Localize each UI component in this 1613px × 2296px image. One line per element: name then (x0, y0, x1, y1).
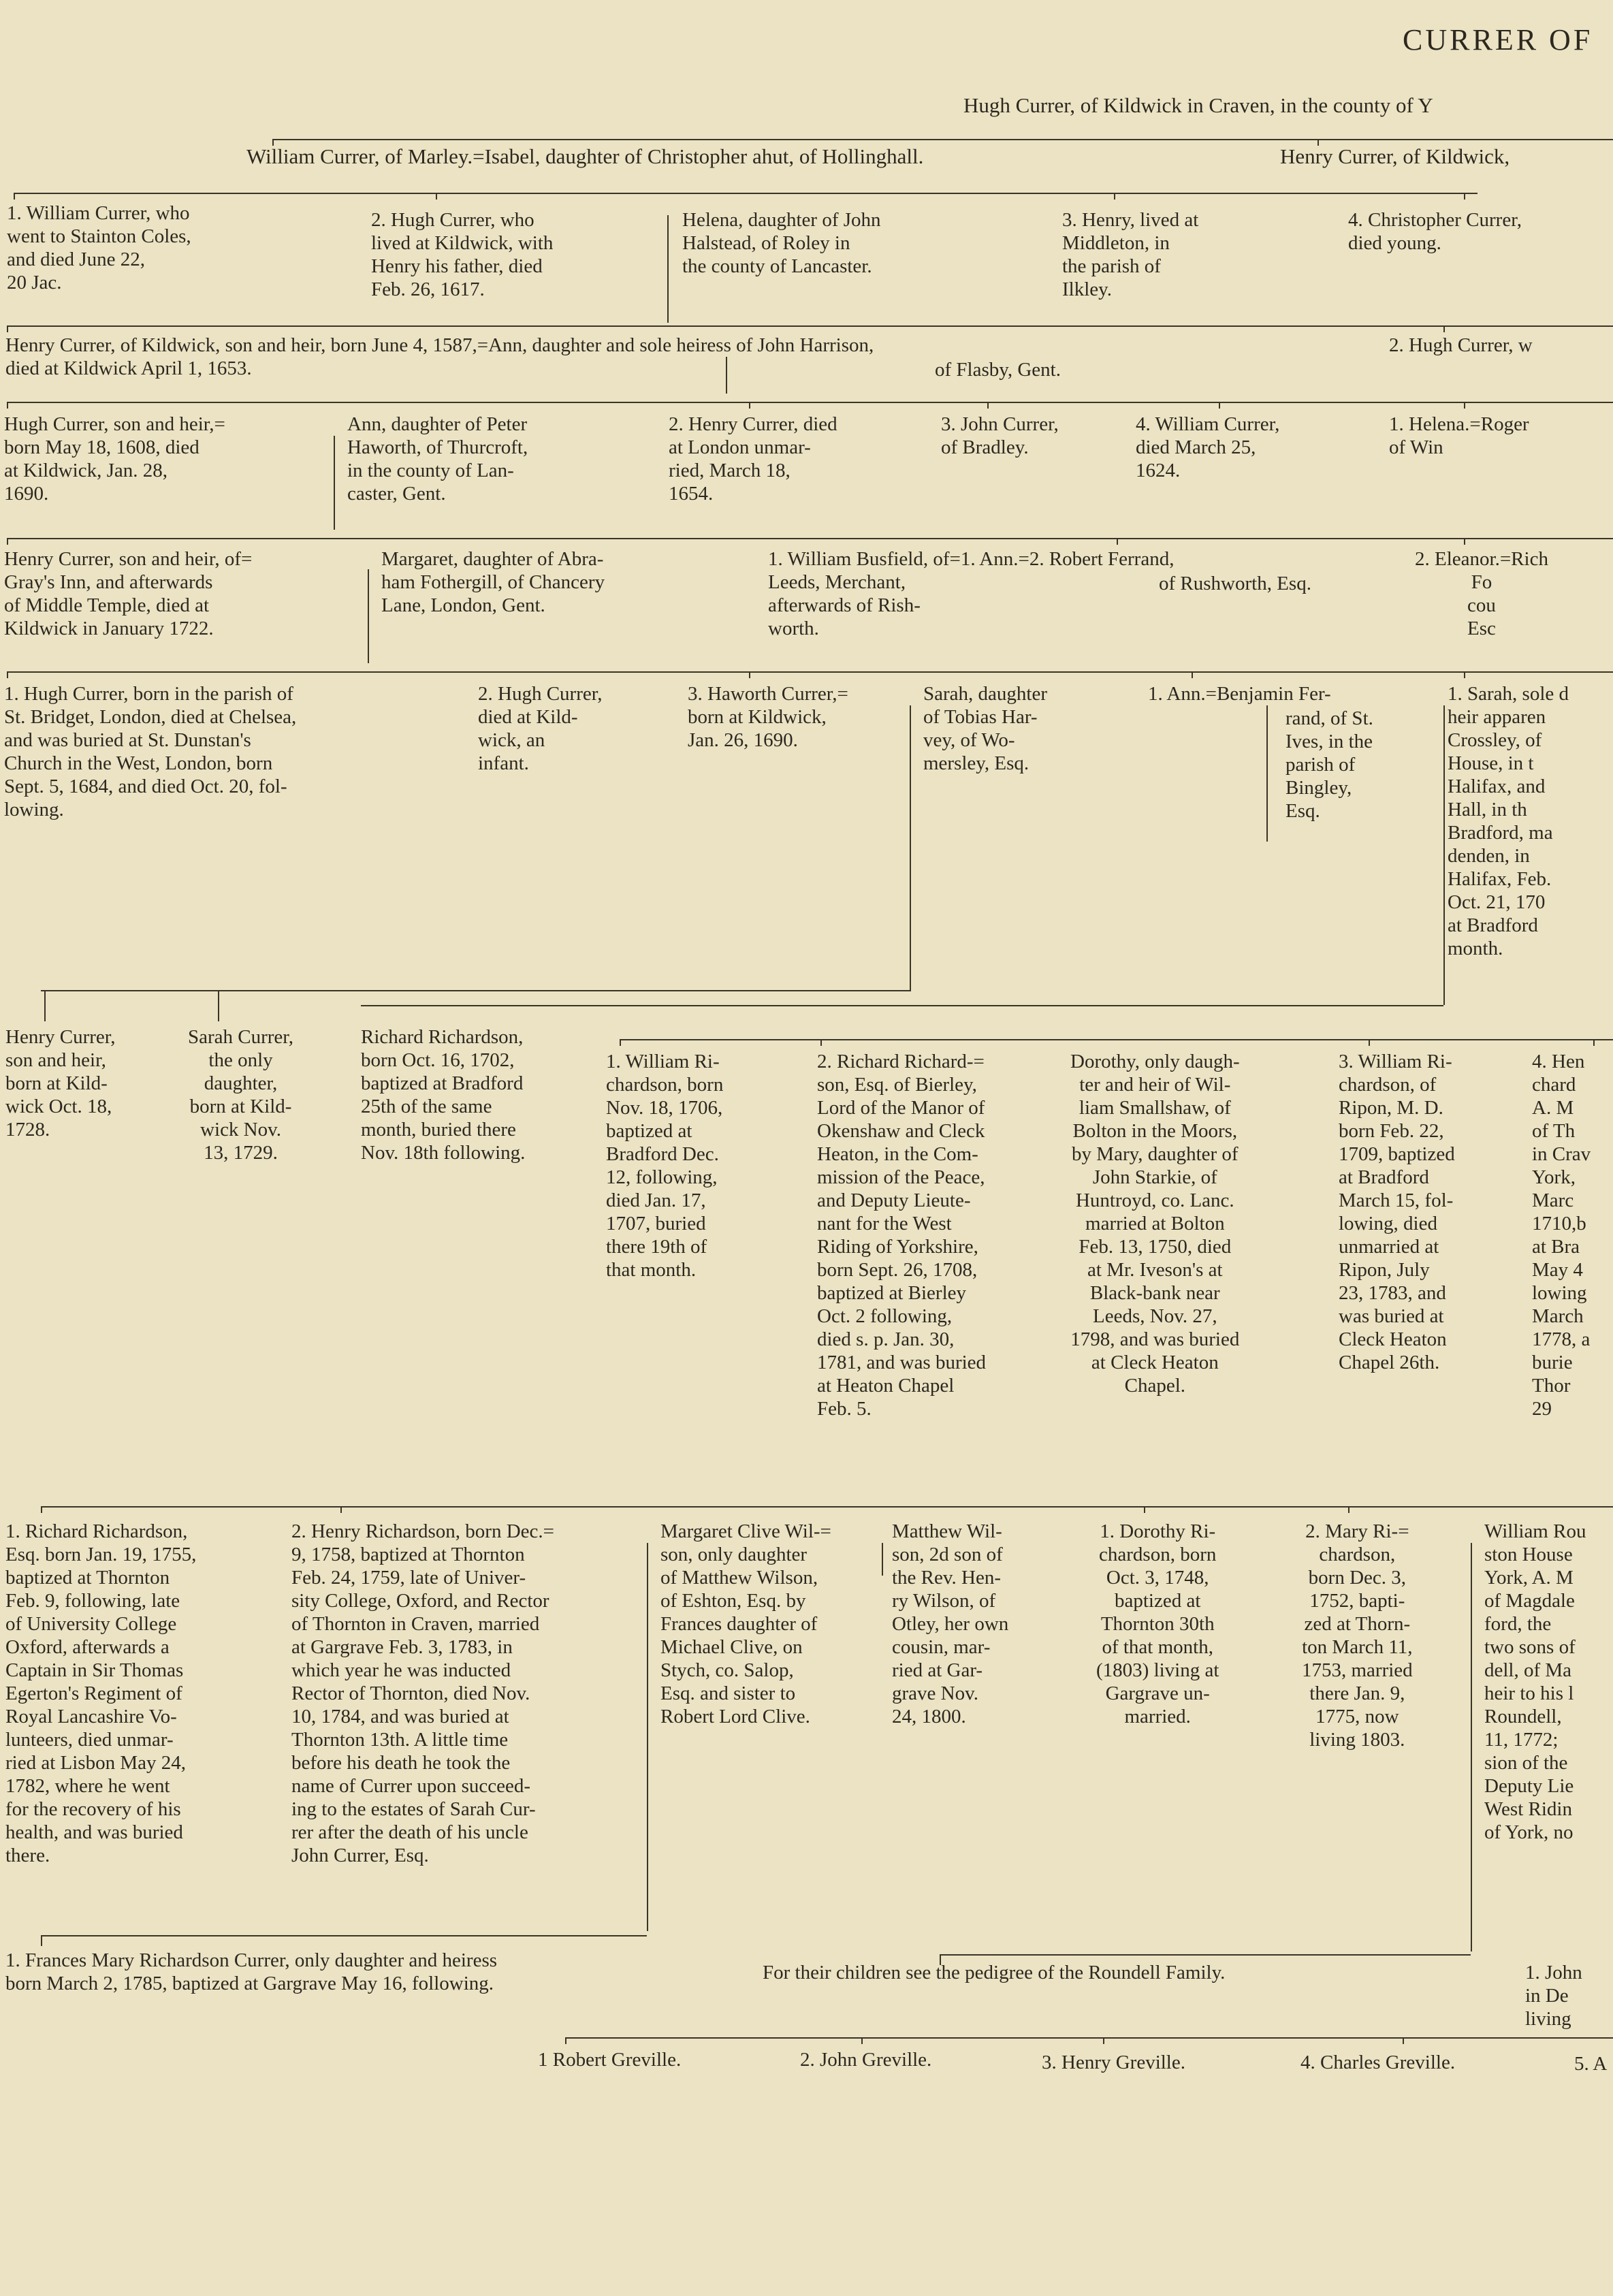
gen5-eleanor: 2. Eleanor.=Rich Fo cou Esc (1415, 548, 1548, 639)
gen5-rushworth: of Rushworth, Esq. (1159, 573, 1311, 594)
gen9-john: 1. John in De living (1525, 1962, 1582, 2030)
gen2-line (14, 193, 1478, 194)
gen5-line (7, 538, 1613, 539)
gen6-ann: 1. Ann.=Benjamin Fer- (1148, 683, 1331, 705)
page-title: CURRER OF (1403, 23, 1593, 57)
gen7-william3: 3. William Ri- chardson, of Ripon, M. D. born Feb. 22, 1709, baptized at Bradford March 15, fol- lowing, died unmarried at Ripon, July 23, 1783, and was buried at Cleck Heaton Chapel 26th. (1339, 1051, 1455, 1373)
gen6-sarah: Sarah, daughter of Tobias Har- vey, of Wo- mersley, Esq. (923, 683, 1047, 774)
gen7-dorothy: Dorothy, only daugh- ter and heir of Wil- liam Smallshaw, of Bolton in the Moors, by Mary, daughter of John Starkie, of Huntroyd, co. Lanc. married at Bolton Feb. 13, 1750, died at Mr. Iveson's at Black-bank near Leeds, Nov. 27, 1798, and was buried at Cleck Heaton Chapel. (1070, 1051, 1240, 1397)
gen8-line (41, 1506, 1613, 1508)
gen1-line (272, 139, 1613, 140)
gen5-henry: Henry Currer, son and heir, of= Gray's Inn, and afterwards of Middle Temple, died at Kildwick in January 1722. (4, 548, 253, 639)
gen4-william: 4. William Currer, died March 25, 1624. (1136, 413, 1280, 481)
gen10-john: 2. John Greville. (800, 2049, 932, 2071)
gen6-sarah2: 1. Sarah, sole d heir apparen Crossley, of House, in t Halifax, and Hall, in th Bradford, ma denden, in Halifax, Feb. Oct. 21, 170 at Bradford month. (1448, 683, 1569, 959)
gen8-dorothy: 1. Dorothy Ri- chardson, born Oct. 3, 1748, baptized at Thornton 30th of that month, (1803) living at Gargrave un- married. (1096, 1520, 1219, 1727)
gen3-flasby: of Flasby, Gent. (935, 359, 1061, 381)
gen1-william: William Currer, of Marley.=Isabel, daughter of Christopher ahut, of Hollinghall. (246, 144, 924, 168)
gen6-hugh2: 2. Hugh Currer, died at Kild- wick, an infant. (478, 683, 603, 774)
gen5-busfield: 1. William Busfield, of=1. Ann.=2. Robert Ferrand, Leeds, Merchant, afterwards of Rish- worth. (768, 548, 1175, 639)
gen3-line (7, 325, 1613, 327)
gen5-margaret: Margaret, daughter of Abra- ham Fothergill, of Chancery Lane, London, Gent. (381, 548, 605, 616)
gen7-henry4: 4. Hen chard A. M of Th in Crav York, Marc 1710,b at Bra May 4 lowing March 1778, a burie Thor 29 (1532, 1051, 1591, 1420)
gen2-henry: 3. Henry, lived at Middleton, in the parish of Ilkley. (1062, 209, 1199, 300)
gen7-richard: Richard Richardson, born Oct. 16, 1702, baptized at Bradford 25th of the same month, buried there Nov. 18th following. (361, 1026, 526, 1164)
gen8-henry: 2. Henry Richardson, born Dec.= 9, 1758, baptized at Thornton Feb. 24, 1759, late of Univer- sity College, Oxford, and Rector of Thornton in Craven, married at Gargrave Feb. 3, 1783, in which year he was inducted Rector of Thornton, died Nov. 10, 1784, and was buried at Thornton 13th. A little time before his death he took the name of Currer upon succeed- ing to the estates of Sarah Cur- rer after the death of his uncle John Currer, Esq. (291, 1520, 555, 1866)
gen7-line (620, 1039, 1613, 1040)
gen10-fifth: 5. A (1574, 2053, 1608, 2075)
gen10-robert: 1 Robert Greville. (538, 2049, 682, 2071)
gen2-william: 1. William Currer, who went to Stainton Coles, and died June 22, 20 Jac. (7, 202, 191, 293)
gen6-hugh1: 1. Hugh Currer, born in the parish of St. Bridget, London, died at Chelsea, and was buried at St. Dunstan's Church in the West, London, born Sept. 5, 1684, and died Oct. 20, fol- lowing. (4, 683, 297, 820)
gen6-line (7, 671, 1613, 673)
gen9-frances: 1. Frances Mary Richardson Currer, only daughter and heiress born March 2, 1785, baptized at Gargrave May 16, following. (5, 1949, 498, 1994)
gen8-mary: 2. Mary Ri-= chardson, born Dec. 3, 1752, bapti- zed at Thorn- ton March 11, 1753, married there Jan. 9, 1775, now living 1803. (1302, 1520, 1413, 1751)
gen6-benjamin: rand, of St. Ives, in the parish of Bingley, Esq. (1285, 707, 1373, 822)
gen2-hugh: 2. Hugh Currer, who lived at Kildwick, with Henry his father, died Feb. 26, 1617. (371, 209, 554, 300)
gen8-richard: 1. Richard Richardson, Esq. born Jan. 19, 1755, baptized at Thornton Feb. 9, following, late of University College Oxford, afterwards a Captain in Sir Thomas Egerton's Regiment of Royal Lancashire Vo- lunteers, died unmar- ried at Lisbon May 24, 1782, where he went for the recovery of his health, and was buried there. (5, 1520, 197, 1866)
gen2-christopher: 4. Christopher Currer, died young. (1348, 209, 1522, 254)
gen3-hugh2: 2. Hugh Currer, w (1389, 334, 1533, 356)
gen8-margaret: Margaret Clive Wil-= son, only daughter of Matthew Wilson, of Eshton, Esq. by Frances daughter of Michael Clive, on Stych, co. Salop, Esq. and sister to Robert Lord Clive. (660, 1520, 831, 1727)
gen4-hugh: Hugh Currer, son and heir,= born May 18, 1608, died at Kildwick, Jan. 28, 1690. (4, 413, 225, 505)
gen4-line (7, 402, 1613, 403)
gen2-helena: Helena, daughter of John Halstead, of Roley in the county of Lancaster. (682, 209, 881, 277)
gen3-henry: Henry Currer, of Kildwick, son and heir, born June 4, 1587,=Ann, daughter and sole heiress of John Harrison, died at Kildwick April 1, 1653. (5, 334, 874, 379)
gen7-william: 1. William Ri- chardson, born Nov. 18, 1706, baptized at Bradford Dec. 12, following, died Jan. 17, 1707, buried there 19th of that month. (606, 1051, 724, 1281)
gen8-william: William Rou ston House York, A. M of Magdale ford, the two sons of dell, of Ma heir to his l Roundell, 11, 1772; sion of the Deputy Lie West Ridin of York, no (1484, 1520, 1586, 1843)
gen7-richard2: 2. Richard Richard-= son, Esq. of Bierley, Lord of the Manor of Okenshaw and Cleck Heaton, in the Com- mission of the Peace, and Deputy Lieute- nant for the West Riding of Yorkshire, born Sept. 26, 1708, baptized at Bierley Oct. 2 following, died s. p. Jan. 30, 1781, and was buried at Heaton Chapel Feb. 5. (817, 1051, 987, 1420)
gen7-henry: Henry Currer, son and heir, born at Kild- wick Oct. 18, 1728. (5, 1026, 116, 1141)
gen9-children: For their children see the pedigree of the Roundell Family. (763, 1962, 1226, 1983)
gen7-sarah: Sarah Currer, the only daughter, born at Kild- wick Nov. 13, 1729. (188, 1026, 294, 1164)
gen4-helena: 1. Helena.=Roger of Win (1389, 413, 1529, 458)
gen8-matthew: Matthew Wil- son, 2d son of the Rev. Hen- ry Wilson, of Otley, her own cousin, mar- ried at Gar- grave Nov. 24, 1800. (892, 1520, 1009, 1727)
gen4-henry: 2. Henry Currer, died at London unmar- ried, March 18, 1654. (669, 413, 837, 505)
gen4-john: 3. John Currer, of Bradley. (941, 413, 1059, 458)
gen10-charles: 4. Charles Greville. (1300, 2052, 1456, 2073)
gen6-haworth: 3. Haworth Currer,= born at Kildwick, Jan. 26, 1690. (688, 683, 848, 751)
gen4-ann: Ann, daughter of Peter Haworth, of Thurcroft, in the county of Lan- caster, Gent. (347, 413, 528, 505)
gen10-henry: 3. Henry Greville. (1042, 2052, 1185, 2073)
gen1-henry: Henry Currer, of Kildwick, (1280, 144, 1510, 168)
gen10-line (565, 2037, 1613, 2039)
page-subtitle: Hugh Currer, of Kildwick in Craven, in the county of Y (963, 93, 1433, 117)
